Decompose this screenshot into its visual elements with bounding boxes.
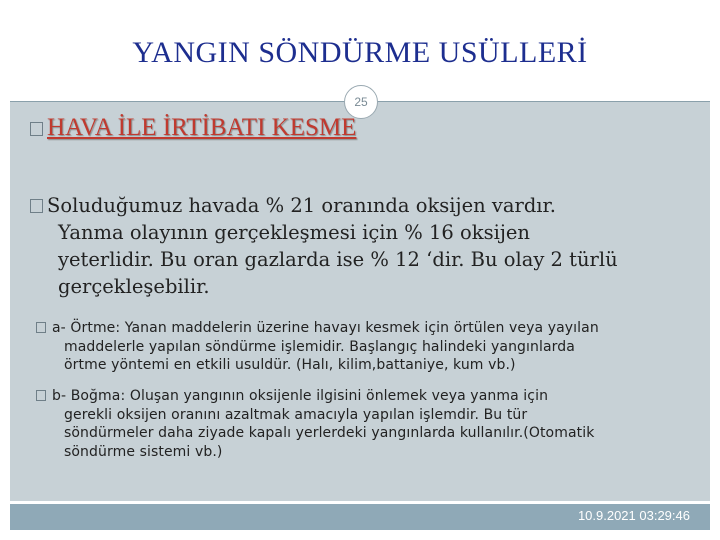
sub-item-line: söndürmeler daha ziyade kapalı yerlerdeki yangınlarda kullanılır.(Otomatik [64, 425, 595, 441]
sub-item-text: a- Örtme: Yanan maddelerin üzerine havayı kesmek için örtülen veya yayılan [52, 320, 599, 336]
checkbox-bullet-icon [36, 322, 46, 333]
section-heading [30, 114, 356, 142]
sub-item-line [36, 319, 696, 338]
paragraph-text: Soluduğumuz havada % 21 oranında oksijen vardır. [47, 194, 556, 217]
checkbox-bullet-icon [30, 122, 43, 136]
paragraph-line: gerçekleşebilir. [58, 275, 210, 298]
sub-item-text: b- Boğma: Oluşan yangının oksijenle ilgisini önlemek veya yanma için [52, 388, 549, 404]
main-paragraph [30, 192, 680, 300]
sub-item-line: maddelerle yapılan söndürme işlemidir. Başlangıç halindeki yangınlarda [64, 338, 575, 355]
sub-item-line: örtme yöntemi en etkili usuldür. (Halı, kilim,battaniye, kum vb.) [64, 357, 516, 373]
slide-title: YANGIN SÖNDÜRME USÜLLERİ [132, 36, 588, 69]
sub-item-ortme [36, 319, 696, 375]
page-number-badge: 25 [344, 85, 378, 119]
sub-item-line [36, 387, 696, 406]
sub-item-line: söndürme sistemi vb.) [64, 443, 223, 460]
slide [10, 10, 710, 530]
paragraph-line: Yanma olayının gerçekleşmesi için % 16 oksijen [58, 221, 530, 244]
footer-datetime: 10.9.2021 03:29:46 [577, 508, 690, 523]
checkbox-bullet-icon [36, 390, 46, 401]
section-heading-text: HAVA İLE İRTİBATI KESME [47, 114, 357, 141]
sub-item-line: gerekli oksijen oranını azaltmak amacıyla yapılan işlemdir. Bu tür [64, 406, 528, 423]
sub-item-bogma [36, 387, 696, 461]
paragraph-line: yeterlidir. Bu oran gazlarda ise % 12 ‘dir. Bu olay 2 türlü [58, 248, 618, 271]
footer-bar [10, 504, 710, 530]
paragraph-line [30, 192, 680, 219]
checkbox-bullet-icon [30, 199, 43, 213]
